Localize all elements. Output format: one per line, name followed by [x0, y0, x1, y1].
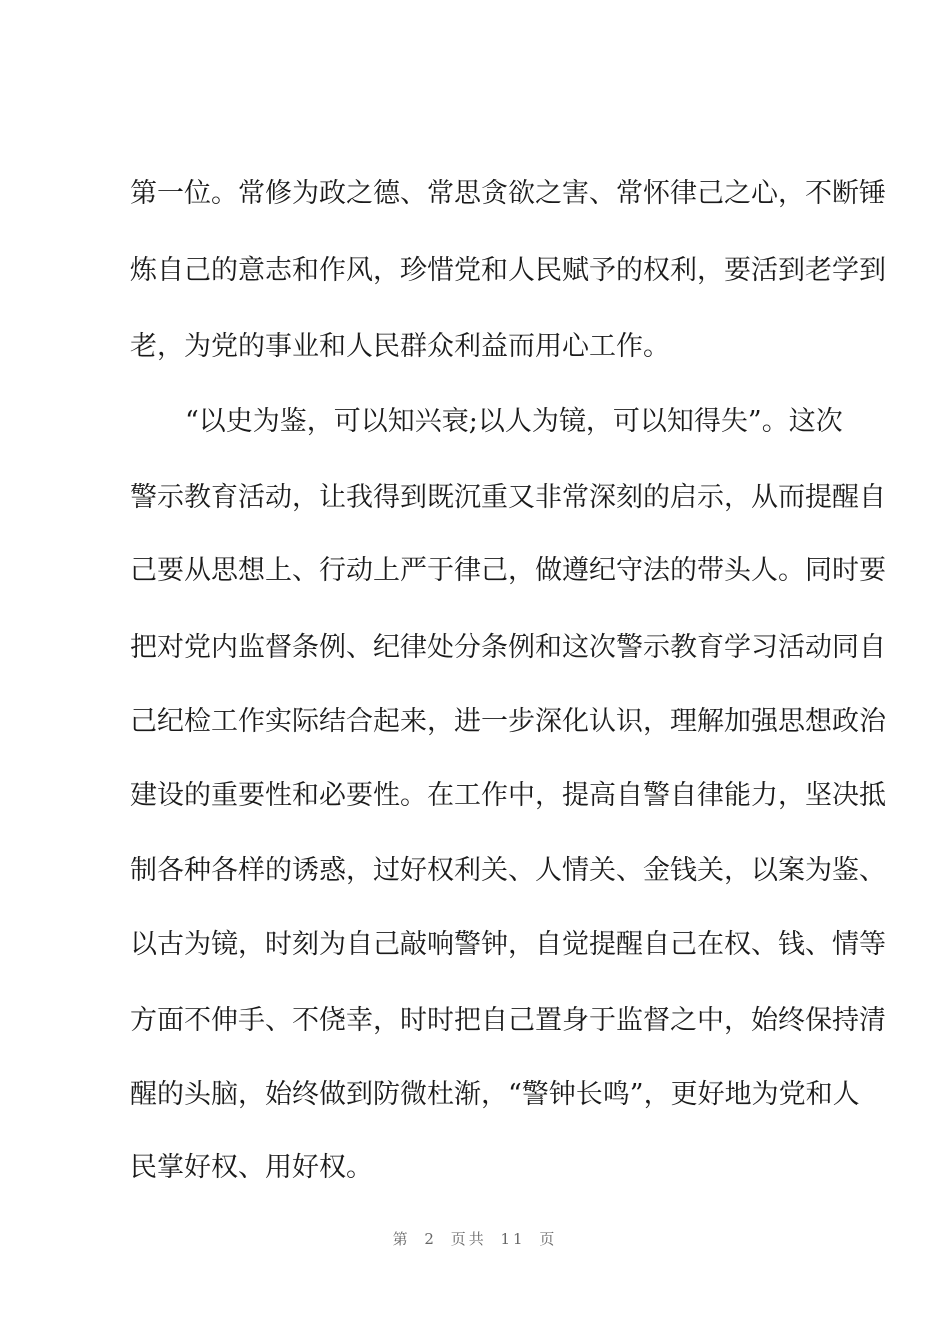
paragraph-line: 醒的头脑，始终做到防微杜渐，“警钟长鸣”，更好地为党和人	[130, 1079, 860, 1110]
paragraph-line: 制各种各样的诱惑，过好权利关、人情关、金钱关，以案为鉴、	[130, 855, 886, 886]
paragraph-line: 以古为镜，时刻为自己敲响警钟，自觉提醒自己在权、钱、情等	[130, 929, 886, 960]
paragraph-line: 建设的重要性和必要性。在工作中，提高自警自律能力，坚决抵	[130, 780, 886, 811]
paragraph-line: “以史为鉴，可以知兴衰;以人为镜，可以知得失”。这次	[185, 406, 843, 437]
paragraph-line: 己纪检工作实际结合起来，进一步深化认识，理解加强思想政治	[130, 706, 886, 737]
paragraph-line: 把对党内监督条例、纪律处分条例和这次警示教育学习活动同自	[130, 632, 886, 663]
paragraph-line: 民掌好权、用好权。	[130, 1152, 373, 1183]
paragraph-line: 己要从思想上、行动上严于律己，做遵纪守法的带头人。同时要	[130, 555, 886, 586]
paragraph-line: 警示教育活动，让我得到既沉重又非常深刻的启示，从而提醒自	[130, 482, 886, 513]
paragraph-line: 炼自己的意志和作风，珍惜党和人民赋予的权利，要活到老学到	[130, 255, 886, 286]
paragraph-line: 方面不伸手、不侥幸，时时把自己置身于监督之中，始终保持清	[130, 1005, 886, 1036]
page-number-footer: 第 2 页共 11 页	[392, 1230, 558, 1248]
paragraph-line: 第一位。常修为政之德、常思贪欲之害、常怀律己之心，不断锤	[130, 178, 886, 209]
paragraph-line: 老，为党的事业和人民群众利益而用心工作。	[130, 331, 670, 362]
